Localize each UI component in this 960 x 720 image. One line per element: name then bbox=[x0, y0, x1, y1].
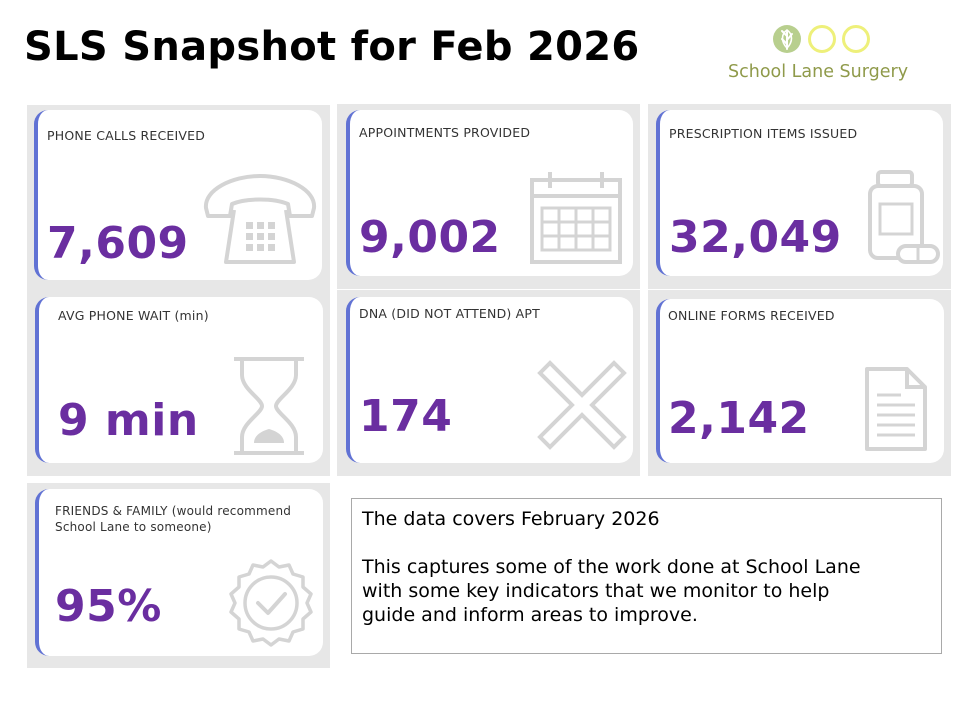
card-appointments bbox=[346, 110, 633, 276]
card-value: 2,142 bbox=[668, 393, 810, 444]
card-dna bbox=[346, 297, 633, 463]
info-note bbox=[351, 498, 942, 654]
card-online-forms bbox=[656, 299, 944, 463]
logo-circles bbox=[772, 22, 882, 58]
note-line: The data covers February 2026 bbox=[362, 508, 660, 530]
card-label: APPOINTMENTS PROVIDED bbox=[359, 125, 531, 140]
calendar-icon bbox=[528, 170, 624, 266]
card-label: ONLINE FORMS RECEIVED bbox=[668, 308, 835, 323]
cross-icon bbox=[534, 357, 630, 453]
card-value: 95% bbox=[55, 581, 162, 632]
card-label-line2: School Lane to someone) bbox=[55, 520, 212, 534]
card-label: PHONE CALLS RECEIVED bbox=[47, 128, 206, 143]
card-label: PRESCRIPTION ITEMS ISSUED bbox=[669, 126, 858, 141]
pill-bottle-icon bbox=[864, 168, 943, 268]
logo-text: School Lane Surgery bbox=[728, 62, 909, 82]
note-line: This captures some of the work done at School Lane bbox=[362, 556, 861, 578]
note-line: guide and inform areas to improve. bbox=[362, 604, 698, 626]
card-prescriptions bbox=[656, 110, 943, 276]
card-label: AVG PHONE WAIT (min) bbox=[58, 308, 209, 323]
card-value: 174 bbox=[359, 391, 453, 442]
card-phone-calls bbox=[34, 110, 322, 280]
card-value: 9 min bbox=[58, 395, 199, 446]
card-phone-wait bbox=[35, 297, 323, 463]
badge-check-icon bbox=[225, 557, 317, 649]
card-label: DNA (DID NOT ATTEND) APT bbox=[359, 306, 540, 321]
logo bbox=[726, 22, 926, 90]
page-title: SLS Snapshot for Feb 2026 bbox=[24, 24, 640, 70]
hourglass-icon bbox=[232, 355, 306, 457]
card-value: 7,609 bbox=[47, 218, 189, 269]
telephone-icon bbox=[198, 172, 322, 272]
card-value: 9,002 bbox=[359, 212, 501, 263]
card-label-line1: FRIENDS & FAMILY (would recommend bbox=[55, 504, 292, 518]
document-icon bbox=[863, 365, 929, 453]
card-value: 32,049 bbox=[669, 212, 842, 263]
card-friends-family bbox=[35, 489, 323, 656]
note-line: with some key indicators that we monitor to help bbox=[362, 580, 830, 602]
